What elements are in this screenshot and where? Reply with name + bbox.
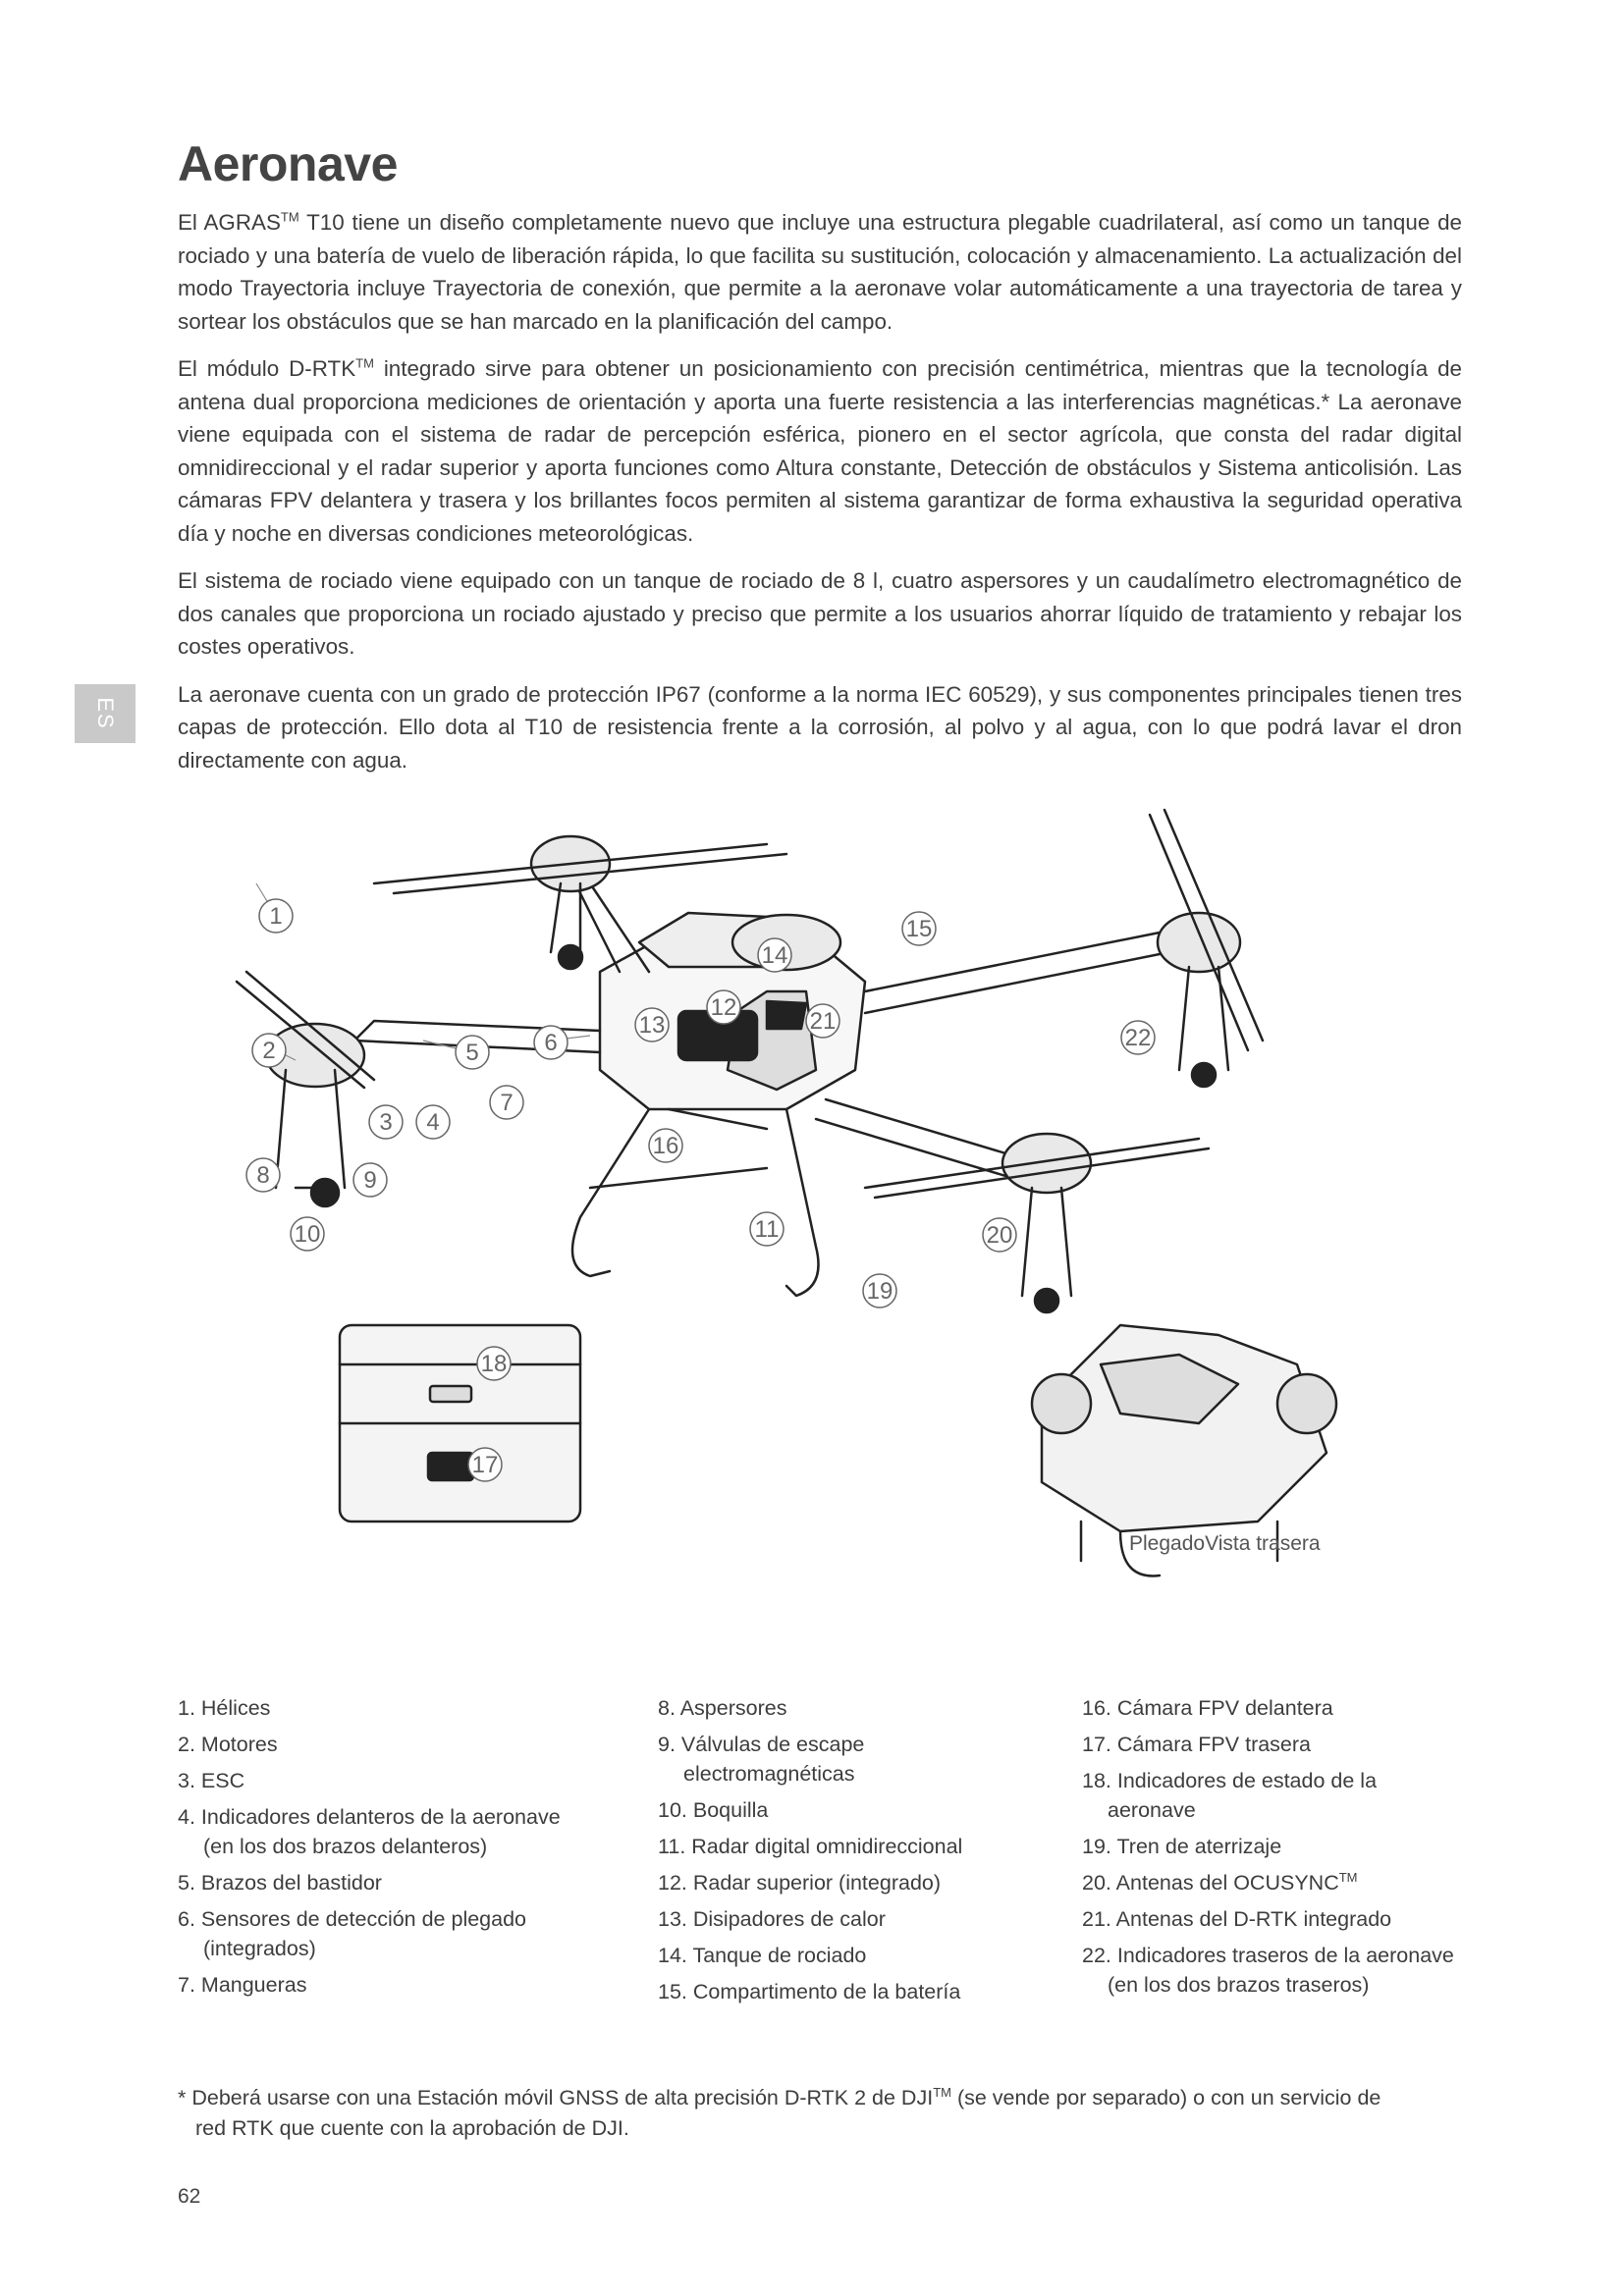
svg-text:13: 13 xyxy=(638,1012,666,1039)
callout-11 xyxy=(750,1212,784,1246)
parts-list-item: 12. Radar superior (integrado) xyxy=(658,1871,942,1895)
paragraph-2: El módulo D-RTK™ integrado sirve para obtener un posicionamiento con precisión centimétrica, mientras que la tecnología de antena dual proporciona mediciones de orientación y aporta una fuerte resistencia a las interferencias magnéticas.* La aeronave viene equipada con el sistema de radar de percepción esférica, pionero en el sector agrícola, que consta del radar digital omnidireccional y el radar superior y aporta funciones como Altura constante, Detección de obstáculos y Sistema anticolisión. Las cámaras FPV delantera y trasera y los brillantes focos permiten al sistema garantizar de forma exhaustiva la seguridad operativa día y noche en diversas condiciones meteorológicas. xyxy=(178,355,1463,546)
callout-14 xyxy=(758,938,791,972)
svg-text:3: 3 xyxy=(379,1109,393,1136)
parts-list-column-3 xyxy=(1082,1693,1475,2006)
svg-text:18: 18 xyxy=(480,1351,508,1377)
svg-text:5: 5 xyxy=(465,1040,479,1066)
paragraph-1: El AGRAS™ T10 tiene un diseño completamente nuevo que incluye una estructura plegable cuadrilateral, así como un tanque de rociado y una batería de vuelo de liberación rápida, lo que facilita su sustitución, colocación y almacenamiento. La actualización del modo Trayectoria incluye Trayectoria de conexión, que permite a la aeronave volar automáticamente a una trayectoria de tarea y sortear los obstáculos que se han marcado en la planificación del campo. xyxy=(178,209,1462,334)
figure-caption: PlegadoVista trasera xyxy=(1129,1532,1321,1555)
svg-text:12: 12 xyxy=(710,994,737,1021)
callout-7 xyxy=(490,1086,523,1119)
parts-list-item: 14. Tanque de rociado xyxy=(658,1944,867,1967)
parts-list-column-1 xyxy=(178,1693,610,2006)
parts-list-item: 21. Antenas del D-RTK integrado xyxy=(1082,1907,1392,1931)
svg-text:1: 1 xyxy=(269,903,283,930)
svg-text:21: 21 xyxy=(809,1008,837,1035)
callout-21 xyxy=(806,1004,839,1038)
callout-16 xyxy=(649,1129,682,1162)
parts-list-item: 11. Radar digital omnidireccional xyxy=(658,1835,963,1858)
page-title: Aeronave xyxy=(178,136,398,191)
callout-4 xyxy=(416,1105,450,1139)
callout-6 xyxy=(534,1026,568,1059)
parts-list-item: 8. Aspersores xyxy=(658,1696,787,1720)
svg-text:15: 15 xyxy=(905,916,933,942)
parts-list-item: 7. Mangueras xyxy=(178,1973,307,1997)
parts-list-item: 2. Motores xyxy=(178,1733,278,1756)
svg-text:17: 17 xyxy=(471,1452,499,1478)
drone-diagram xyxy=(178,775,1462,1580)
intro-text xyxy=(178,206,1462,791)
svg-text:6: 6 xyxy=(544,1030,558,1056)
callout-13 xyxy=(635,1008,669,1041)
svg-text:7: 7 xyxy=(500,1090,514,1116)
callout-17 xyxy=(468,1448,502,1481)
callout-10 xyxy=(291,1217,324,1251)
callout-19 xyxy=(863,1274,896,1308)
callout-15 xyxy=(902,912,936,945)
callout-3 xyxy=(369,1105,403,1139)
callout-22 xyxy=(1121,1021,1155,1054)
callout-12 xyxy=(707,990,740,1024)
parts-list-item: 22. Indicadores traseros de la aeronave (en los dos brazos traseros) xyxy=(1082,1944,1454,1997)
svg-text:2: 2 xyxy=(262,1038,276,1064)
parts-list-item: 9. Válvulas de escape electromagnéticas xyxy=(658,1733,865,1786)
svg-text:19: 19 xyxy=(866,1278,893,1305)
parts-list-item: 16. Cámara FPV delantera xyxy=(1082,1696,1333,1720)
svg-text:14: 14 xyxy=(761,942,788,969)
parts-list-item: 18. Indicadores de estado de la aeronave xyxy=(1082,1769,1378,1822)
parts-list-item: 6. Sensores de detección de plegado (integrados) xyxy=(178,1907,527,1960)
svg-text:9: 9 xyxy=(363,1167,377,1194)
callout-1 xyxy=(259,899,293,933)
parts-list-column-2 xyxy=(658,1693,1070,2013)
callout-8 xyxy=(246,1158,280,1192)
svg-text:10: 10 xyxy=(294,1221,321,1248)
parts-list-item: 10. Boquilla xyxy=(658,1798,769,1822)
callout-18 xyxy=(477,1347,511,1380)
callout-9 xyxy=(353,1163,387,1197)
parts-list-item: 5. Brazos del bastidor xyxy=(178,1871,382,1895)
parts-list-item: 17. Cámara FPV trasera xyxy=(1082,1733,1312,1756)
parts-list-item: 1. Hélices xyxy=(178,1696,271,1720)
paragraph-4: La aeronave cuenta con un grado de protección IP67 (conforme a la norma IEC 60529), y sus componentes principales tienen tres capas de protección. Ello dota al T10 de resistencia frente a la corrosión, al polvo y al agua, con lo que podrá lavar el dron directamente con agua. xyxy=(178,681,1462,773)
svg-text:4: 4 xyxy=(426,1109,440,1136)
parts-list-item: 4. Indicadores delanteros de la aeronave (en los dos brazos delanteros) xyxy=(178,1805,561,1858)
footnote: * Deberá usarse con una Estación móvil GNSS de alta precisión D-RTK 2 de DJI™ (se vende por separado) o con un servicio de red RTK que cuente con la aprobación de DJI. xyxy=(178,2084,1381,2140)
parts-list-item: 15. Compartimento de la batería xyxy=(658,1980,961,2003)
callout-5 xyxy=(456,1036,489,1069)
svg-text:20: 20 xyxy=(986,1222,1013,1249)
svg-text:22: 22 xyxy=(1124,1025,1152,1051)
page-number: 62 xyxy=(178,2185,201,2208)
paragraph-3: El sistema de rociado viene equipado con un tanque de rociado de 8 l, cuatro aspersores y un caudalímetro electromagnético de dos canales que proporciona un rociado ajustado y preciso que permite a los usuarios ahorrar líquido de tratamiento y rebajar los costes operativos. xyxy=(178,568,1462,659)
svg-text:16: 16 xyxy=(652,1133,679,1159)
parts-list-item: 3. ESC xyxy=(178,1769,245,1792)
svg-text:11: 11 xyxy=(754,1216,780,1243)
callout-2 xyxy=(252,1034,286,1067)
svg-text:8: 8 xyxy=(256,1162,270,1189)
language-tab xyxy=(75,684,135,743)
parts-list-item: 19. Tren de aterrizaje xyxy=(1082,1835,1282,1858)
language-tab-label: ES xyxy=(93,697,118,730)
callout-20 xyxy=(983,1218,1016,1252)
parts-list-item: 13. Disipadores de calor xyxy=(658,1907,886,1931)
parts-list-item: 20. Antenas del OCUSYNC™ xyxy=(1082,1869,1358,1895)
